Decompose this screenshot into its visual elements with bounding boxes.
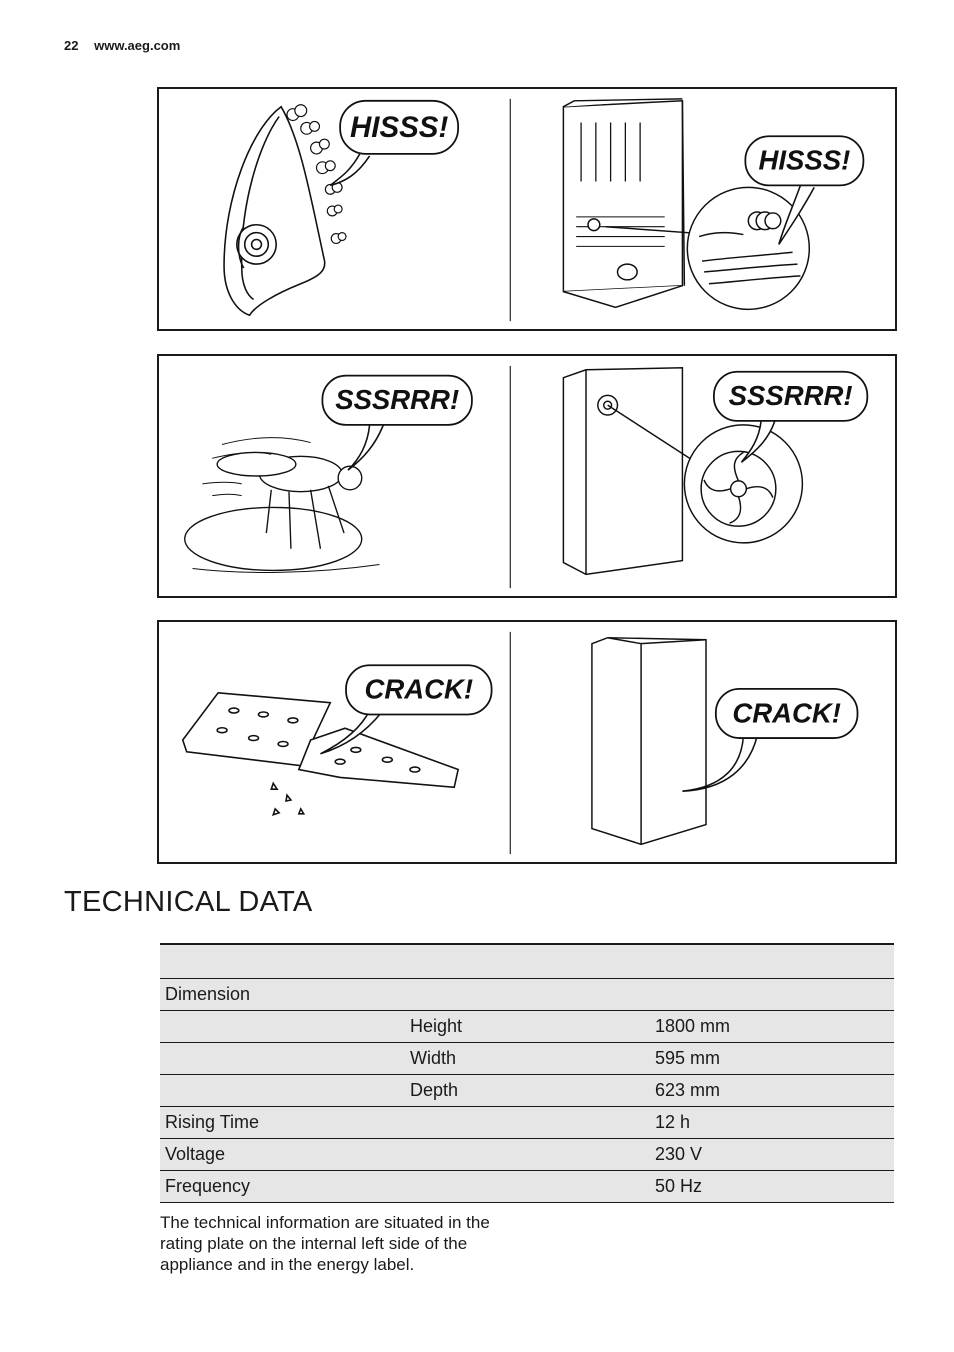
table-row — [160, 944, 894, 978]
table-cell — [650, 978, 894, 1010]
table-cell: Dimension — [160, 978, 405, 1010]
table-cell: 12 h — [650, 1106, 894, 1138]
table-row — [160, 1010, 894, 1042]
noise-panel-buzz — [157, 354, 897, 598]
table-cell — [160, 1042, 405, 1074]
table-cell: 230 V — [650, 1138, 894, 1170]
table-row — [160, 978, 894, 1010]
table-cell — [160, 1074, 405, 1106]
technical-note: The technical information are situated in the rating plate on the internal left side of the appliance and in the energy label. — [160, 1213, 490, 1274]
fridge-cabinet-icon — [592, 638, 706, 845]
hiss-left-text: HISSS! — [349, 111, 449, 145]
page-header — [64, 38, 180, 53]
page-number: 22 — [64, 38, 79, 53]
table-cell — [405, 1170, 650, 1202]
technical-data-table — [160, 943, 894, 1203]
crack-left-text: CRACK! — [364, 673, 474, 705]
table-cell: 1800 mm — [650, 1010, 894, 1042]
table-cell: 50 Hz — [650, 1170, 894, 1202]
table-cell: Width — [405, 1042, 650, 1074]
table-cell — [160, 944, 405, 978]
fridge-back-icon — [563, 99, 684, 308]
fly-icon — [185, 438, 380, 573]
table-cell: Depth — [405, 1074, 650, 1106]
table-cell: 595 mm — [650, 1042, 894, 1074]
buzz-left-text: SSSRRR! — [335, 384, 460, 416]
table-cell: Frequency — [160, 1170, 405, 1202]
noise-panel-hiss — [157, 87, 897, 331]
table-cell — [405, 944, 650, 978]
steam-iron-icon — [224, 107, 325, 316]
table-cell: 623 mm — [650, 1074, 894, 1106]
table-cell — [405, 1106, 650, 1138]
table-row — [160, 1042, 894, 1074]
speech-bubble — [320, 665, 491, 754]
table-cell: Voltage — [160, 1138, 405, 1170]
crack-illustration — [159, 622, 895, 862]
section-title: TECHNICAL DATA — [64, 886, 313, 918]
buzz-illustration — [159, 356, 895, 596]
hiss-illustration — [159, 89, 895, 329]
fridge-side-icon — [563, 368, 682, 575]
table-row — [160, 1170, 894, 1202]
table-row — [160, 1138, 894, 1170]
speech-bubble — [330, 101, 458, 186]
table-row — [160, 1106, 894, 1138]
table-cell — [405, 1138, 650, 1170]
hiss-right-text: HISSS! — [758, 144, 851, 176]
speech-bubble — [682, 689, 857, 791]
table-cell: Rising Time — [160, 1106, 405, 1138]
buzz-right-text: SSSRRR! — [728, 380, 853, 412]
noise-panel-crack — [157, 620, 897, 864]
table-cell — [160, 1010, 405, 1042]
speech-bubble — [322, 376, 472, 470]
table-cell — [650, 944, 894, 978]
table-cell — [405, 978, 650, 1010]
table-row — [160, 1074, 894, 1106]
table-cell: Height — [405, 1010, 650, 1042]
crack-right-text: CRACK! — [732, 697, 841, 729]
website-url: www.aeg.com — [94, 38, 181, 53]
